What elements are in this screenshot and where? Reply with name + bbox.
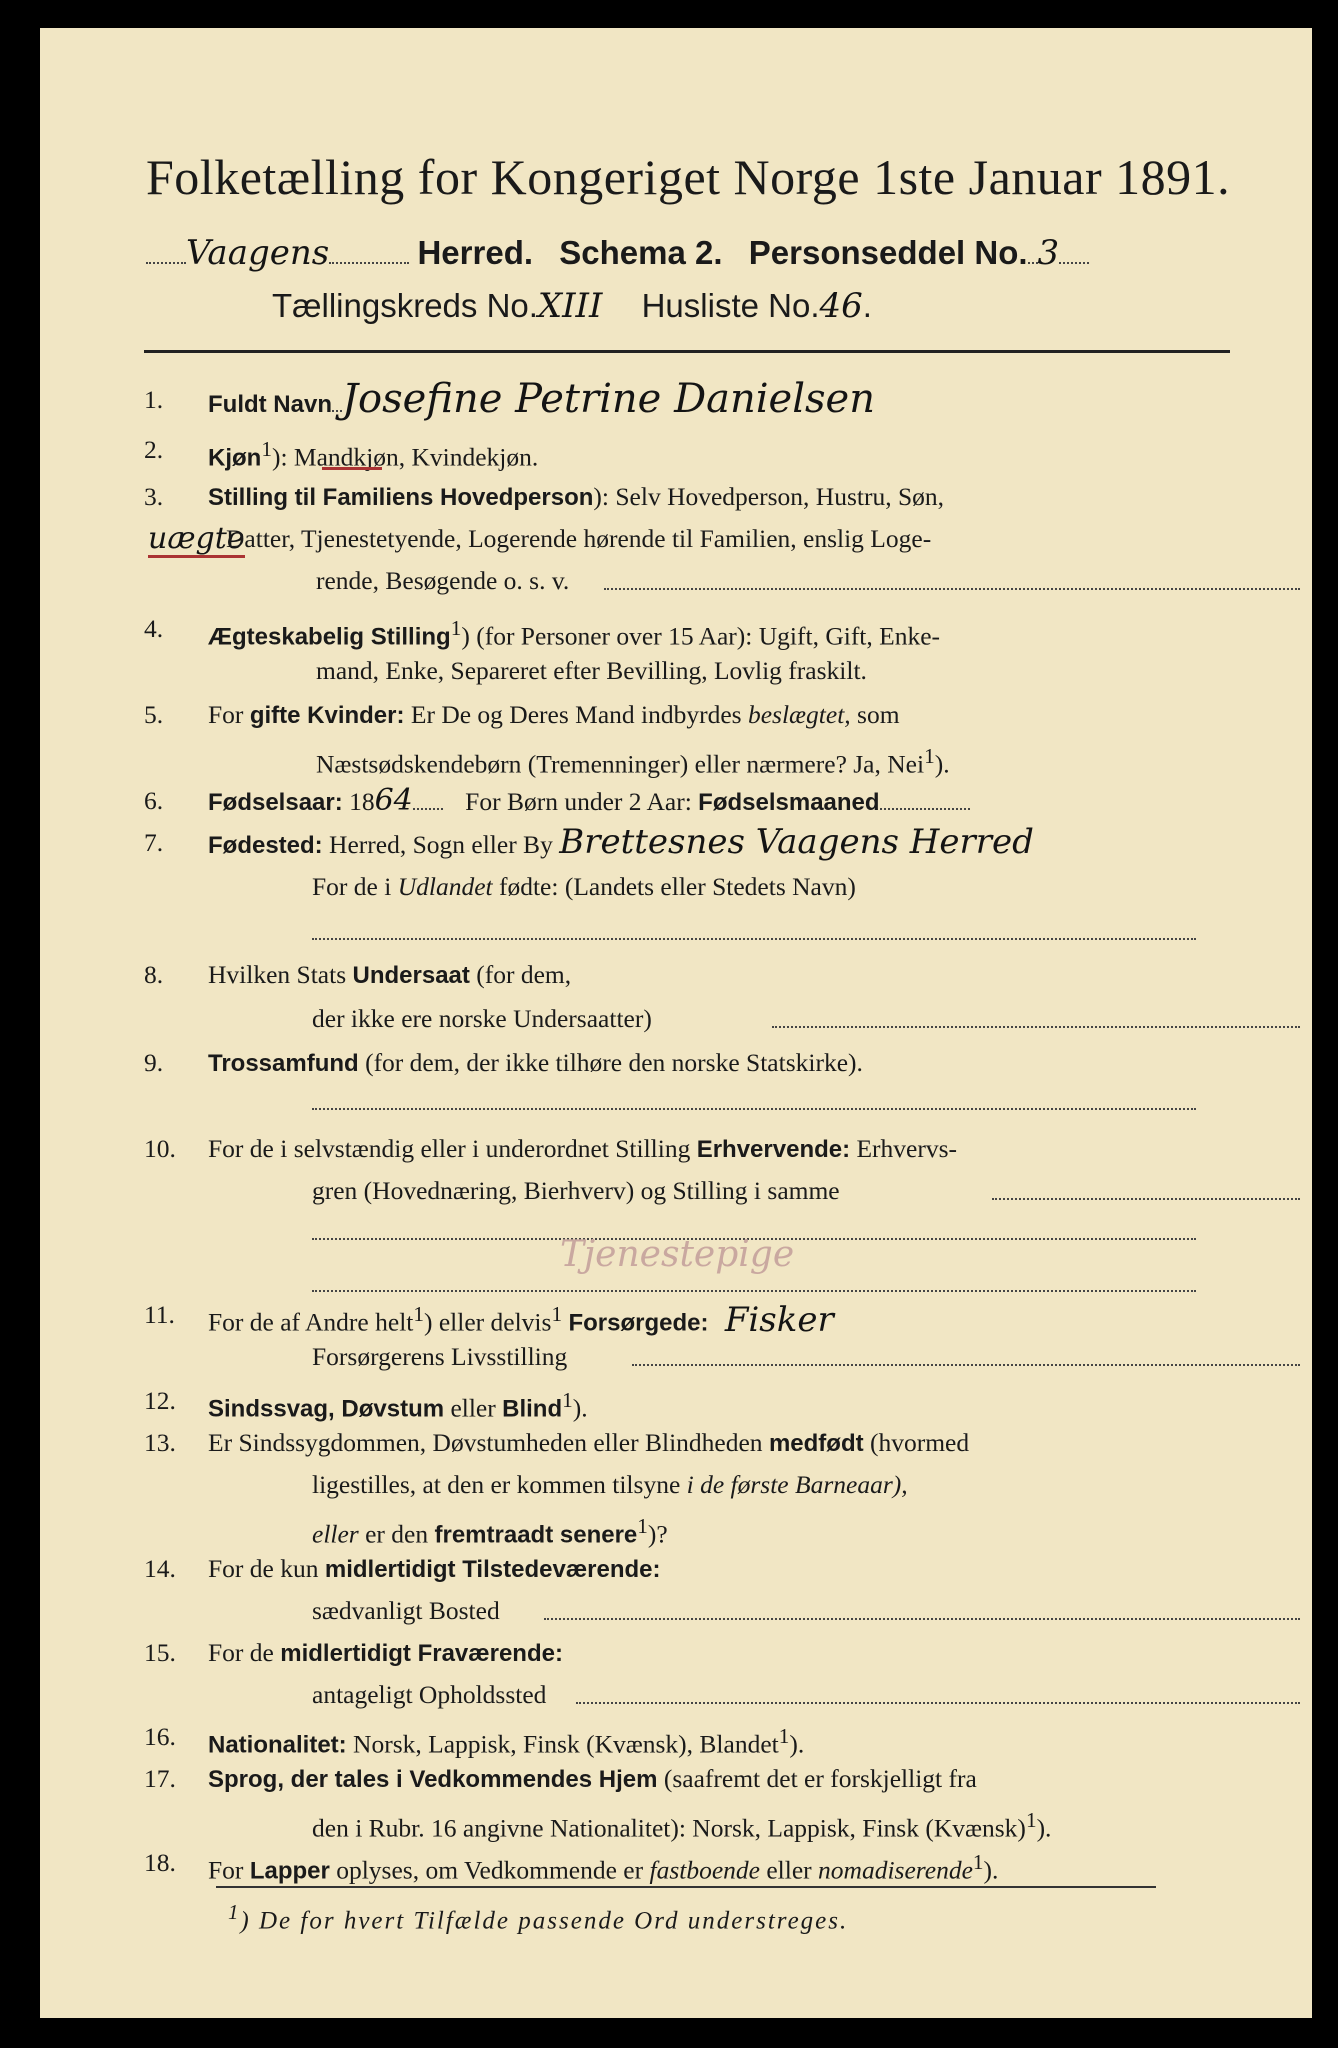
item-number: 14. <box>144 1554 176 1583</box>
item-text: der ikke ere norske Undersaatter) <box>312 1004 652 1033</box>
item-number: 16. <box>144 1722 176 1751</box>
item-number: 17. <box>144 1764 176 1793</box>
item-number: 15. <box>144 1638 176 1667</box>
item-text: ): Selv Hovedperson, Hustru, Søn, <box>593 482 945 511</box>
taellingskreds-label: Tællingskreds No. <box>272 287 538 324</box>
footnote-rule <box>216 1886 1156 1888</box>
item-label: Fødested: <box>208 832 323 859</box>
item-label: fremtraadt senere <box>434 1521 638 1549</box>
item-number: 8. <box>144 960 164 989</box>
item-text: er den <box>365 1519 429 1549</box>
handwritten-annotation: uægte <box>148 521 245 556</box>
occupation-value: Tjenestepige <box>560 1234 795 1275</box>
item-text: som <box>857 700 900 729</box>
footnote-ref: 1 <box>1025 1808 1037 1832</box>
item-label: midlertidigt Tilstedeværende: <box>324 1556 661 1583</box>
husliste-value: 46 <box>819 286 863 326</box>
blank-line <box>312 1108 1196 1110</box>
husliste-label: Husliste No. <box>641 287 820 324</box>
item-text: Norsk, Lappisk, Finsk (Kvænsk), Blandet <box>353 1729 779 1759</box>
item-text-italic: nomadiserende <box>818 1855 973 1885</box>
item-text: Er De og Deres Mand indbyrdes <box>410 700 742 729</box>
footnote-marker: 1 <box>228 1900 241 1924</box>
provider-occupation-value: Fisker <box>724 1299 834 1340</box>
item-text: gren (Hovednæring, Bierhverv) og Stilling i samme <box>312 1176 840 1205</box>
item-text: ). <box>1036 1813 1052 1843</box>
item-number: 7. <box>144 828 164 857</box>
item-text: sædvanligt Bosted <box>312 1596 500 1625</box>
item-text: ). <box>983 1855 999 1885</box>
item-label: Blind <box>502 1395 563 1423</box>
item-number: 3. <box>144 482 164 511</box>
item-text-italic: beslægtet, <box>747 700 851 729</box>
footnote-ref: 1 <box>778 1724 790 1748</box>
item-text: den i Rubr. 16 angivne Nationalitet): Norsk, Lappisk, Finsk (Kvænsk) <box>312 1813 1026 1843</box>
item-number: 12. <box>144 1386 176 1415</box>
blank-line <box>312 1290 1196 1292</box>
footnote-ref: 1 <box>924 744 935 768</box>
footnote-ref: 1 <box>551 1302 563 1326</box>
item-label: Sprog, der tales i Vedkommendes Hjem <box>208 1766 658 1793</box>
item-text: For Børn under 2 Aar: <box>465 787 692 816</box>
item-text: For <box>208 1855 244 1885</box>
item-label: Trossamfund <box>208 1050 359 1077</box>
census-form-sheet <box>40 28 1312 2018</box>
item-number: 4. <box>144 614 164 643</box>
item-text: ligestilles, at den er kommen tilsyne <box>312 1470 681 1499</box>
item-label: Kjøn <box>208 444 262 472</box>
item-text: eller <box>450 1393 496 1423</box>
item-label: Lapper <box>249 1857 330 1885</box>
item-label: Nationalitet: <box>208 1731 347 1759</box>
item-label: Fuldt Navn <box>208 391 332 418</box>
item-label: Undersaat <box>352 962 470 989</box>
item-text: For <box>208 700 244 729</box>
footnote-ref: 1 <box>413 1302 424 1326</box>
blank-line <box>312 938 1196 940</box>
item-label: midlertidigt Fraværende: <box>280 1640 563 1667</box>
item-text: Datter, Tjenestetyende, Logerende hørende til Familien, enslig Loge- <box>226 524 932 553</box>
item-text: Erhvervs- <box>856 1134 958 1163</box>
item-label: Fødselsaar: <box>208 789 343 816</box>
item-text: ) eller delvis <box>423 1307 552 1337</box>
item-number: 5. <box>144 700 164 729</box>
herred-label: Herred. <box>417 234 534 271</box>
item-label: gifte Kvinder: <box>249 702 405 729</box>
item-label: Sindssvag, Døvstum <box>208 1395 445 1423</box>
birth-year-value: 64 <box>374 783 413 818</box>
item-text: antageligt Opholdssted <box>312 1680 547 1709</box>
item-text: Er Sindssygdommen, Døvstumheden eller Blindheden <box>208 1428 763 1457</box>
item-label: Forsørgede: <box>568 1309 709 1337</box>
item-number: 2. <box>144 435 164 464</box>
item-text: ): Mandkjøn, Kvindekjøn. <box>271 442 539 472</box>
personseddel-label: Personseddel No. <box>748 234 1028 271</box>
item-text-italic: Udlandet <box>397 872 493 901</box>
item-text: For de <box>208 1638 274 1667</box>
item-text: Forsørgerens Livsstilling <box>312 1342 568 1371</box>
item-text: (for dem, <box>476 960 572 989</box>
item-label: Stilling til Familiens Hovedperson <box>208 484 594 511</box>
item-number: 1. <box>144 385 164 414</box>
header-herred-line <box>146 233 1089 273</box>
footnote-ref: 1 <box>637 1514 648 1538</box>
item-text-italic: i de første Barneaar), <box>686 1470 908 1499</box>
item-number: 13. <box>144 1428 176 1457</box>
item-label: Erhvervende: <box>696 1136 851 1163</box>
item-text: For de i selvstændig eller i underordnet Stilling <box>208 1134 691 1163</box>
item-text: eller <box>766 1855 812 1885</box>
item-text: For de kun <box>208 1554 319 1583</box>
item-number: 9. <box>144 1048 164 1077</box>
item-text: (for dem, der ikke tilhøre den norske Statskirke). <box>365 1048 863 1077</box>
item-text: ) (for Personer over 15 Aar): Ugift, Gift, Enke- <box>461 621 941 651</box>
header-taellingskreds-line: Tællingskreds No.XIII Husliste No.46. <box>272 286 872 326</box>
item-number: 10. <box>144 1134 176 1163</box>
footnote-text: De for hvert Tilfælde passende Ord understreges. <box>259 1907 849 1935</box>
item-text-italic: eller <box>312 1519 359 1549</box>
item-text: rende, Besøgende o. s. v. <box>316 566 570 595</box>
item-text-italic: fastboende <box>649 1855 760 1885</box>
item-number: 18. <box>144 1848 176 1877</box>
item-text: Herred, Sogn eller By <box>329 830 553 859</box>
footnote: $^1$) De for hvert Tilfælde passende Ord understreges. <box>228 1900 849 1935</box>
taellingskreds-value: XIII <box>537 286 603 326</box>
item-text: (hvormed <box>869 1428 970 1457</box>
item-label: medfødt <box>768 1430 864 1457</box>
item-number: 6. <box>144 786 164 815</box>
footnote-ref: 1 <box>450 616 462 640</box>
footnote-ref: 1 <box>562 1388 573 1412</box>
footnote-ref: 1 <box>972 1850 984 1874</box>
item-label: Fødselsmaaned <box>698 789 880 816</box>
item-label: Ægteskabelig Stilling <box>208 623 451 651</box>
form-title: Folketælling for Kongeriget Norge 1ste Januar 1891. <box>146 149 1231 205</box>
item-text: Næstsødskendebørn (Tremenninger) eller nærmere? Ja, Nei <box>316 749 925 779</box>
item-text: For de i <box>312 872 392 901</box>
schema-label: Schema 2. <box>559 234 723 271</box>
item-text: Hvilken Stats <box>208 960 347 989</box>
item-text: mand, Enke, Separeret efter Bevilling, Lovlig fraskilt. <box>316 656 867 685</box>
item-text: For de af Andre helt <box>208 1307 414 1337</box>
item-text: fødte: (Landets eller Stedets Navn) <box>498 872 856 901</box>
item-text: ). <box>789 1729 805 1759</box>
birthplace-value: Brettesnes Vaagens Herred <box>559 822 1034 862</box>
item-text: oplyses, om Vedkommende er <box>336 1855 644 1885</box>
item-text: ). <box>934 749 950 779</box>
underline-mark <box>322 467 382 470</box>
item-text: ). <box>572 1393 588 1423</box>
item-text: )? <box>647 1519 668 1549</box>
personseddel-value: 3 <box>1037 233 1060 273</box>
item-text: (saafremt det er forskjelligt fra <box>663 1764 977 1793</box>
full-name-value: Josefine Petrine Danielsen <box>342 376 875 422</box>
footnote-ref: 1 <box>261 437 272 461</box>
header-rule <box>144 350 1230 353</box>
herred-value: Vaagens <box>186 233 330 273</box>
birth-year-prefix: 18 <box>349 787 375 816</box>
item-number: 11. <box>144 1300 175 1329</box>
